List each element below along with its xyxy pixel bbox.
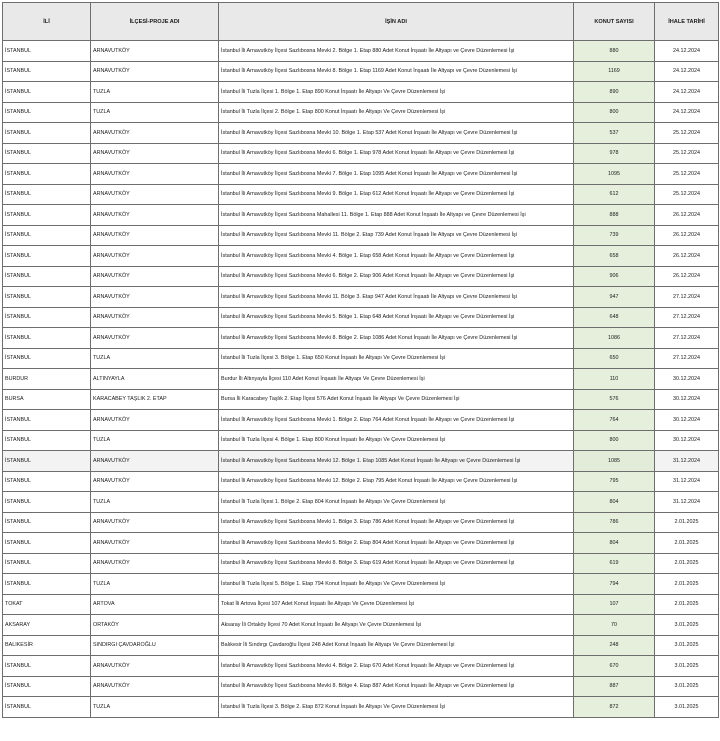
cell-konut-sayisi: 800 [574,102,655,123]
table-row [3,471,719,492]
cell-ihale-tarihi: 25.12.2024 [655,143,719,164]
cell-konut-sayisi: 650 [574,348,655,369]
cell-ilce: ARNAVUTKÖY [91,266,219,287]
cell-il: İSTANBUL [3,41,91,62]
table-row [3,594,719,615]
cell-isin-adi: İstanbul İli Arnavutköy İlçesi Sazlıbosna Mevki 8. Bölge 4. Etap 887 Adet Konut İnşaatı İle Altyapı ve Çevre Düzenlemesi İşi [219,676,574,697]
cell-ihale-tarihi: 25.12.2024 [655,184,719,205]
cell-ilce: ALTINYAYLA [91,369,219,390]
cell-il: BURSA [3,389,91,410]
cell-ilce: ARNAVUTKÖY [91,246,219,267]
cell-ihale-tarihi: 27.12.2024 [655,328,719,349]
cell-ihale-tarihi: 24.12.2024 [655,61,719,82]
table-row [3,369,719,390]
cell-isin-adi: İstanbul İli Tuzla İlçesi 4. Bölge 1. Etap 800 Konut İnşaatı İle Altyapı Ve Çevre Düzenlemesi İşi [219,430,574,451]
cell-il: İSTANBUL [3,266,91,287]
cell-konut-sayisi: 110 [574,369,655,390]
cell-konut-sayisi: 739 [574,225,655,246]
cell-ilce: ARNAVUTKÖY [91,553,219,574]
cell-konut-sayisi: 537 [574,123,655,144]
cell-konut-sayisi: 576 [574,389,655,410]
cell-il: İSTANBUL [3,164,91,185]
cell-isin-adi: İstanbul İli Arnavutköy İlçesi Sazlıbosna Mevki 11. Bölge 2. Etap 739 Adet Konut İnşaatı İle Altyapı ve Çevre Düzenlemesi İşi [219,225,574,246]
cell-ilce: ARNAVUTKÖY [91,41,219,62]
cell-konut-sayisi: 947 [574,287,655,308]
table-row [3,635,719,656]
cell-ilce: ARNAVUTKÖY [91,184,219,205]
cell-ilce: TUZLA [91,102,219,123]
cell-ihale-tarihi: 30.12.2024 [655,389,719,410]
cell-isin-adi: Bursa İli Karacabey Taşlık 2. Etap İlçesi 576 Adet Konut İnşaatı İle Altyapı Ve Çevre Düzenlemesi İşi [219,389,574,410]
cell-ihale-tarihi: 3.01.2025 [655,697,719,718]
header-row [3,3,719,41]
table-row [3,307,719,328]
table-row [3,225,719,246]
cell-ilce: ARNAVUTKÖY [91,512,219,533]
cell-konut-sayisi: 1095 [574,164,655,185]
table-row [3,574,719,595]
cell-konut-sayisi: 248 [574,635,655,656]
cell-ihale-tarihi: 26.12.2024 [655,246,719,267]
cell-il: İSTANBUL [3,287,91,308]
cell-konut-sayisi: 804 [574,533,655,554]
cell-ihale-tarihi: 2.01.2025 [655,594,719,615]
cell-konut-sayisi: 880 [574,41,655,62]
table-row [3,123,719,144]
table-row [3,61,719,82]
table-row [3,553,719,574]
cell-ilce: ARNAVUTKÖY [91,164,219,185]
header-konut-sayisi: KONUT SAYISI [574,3,655,41]
cell-ilce: TUZLA [91,697,219,718]
cell-il: İSTANBUL [3,451,91,472]
table-row [3,676,719,697]
cell-il: İSTANBUL [3,676,91,697]
cell-isin-adi: İstanbul İli Arnavutköy İlçesi Sazlıbosna Mevki 12. Bölge 2. Etap 795 Adet Konut İnşaatı İle Altyapı ve Çevre Düzenlemesi İşi [219,471,574,492]
cell-isin-adi: İstanbul İli Arnavutköy İlçesi Sazlıbosna Mevki 5. Bölge 2. Etap 804 Adet Konut İnşaatı İle Altyapı ve Çevre Düzenlemesi İşi [219,533,574,554]
cell-ilce: KARACABEY TAŞLIK 2. ETAP [91,389,219,410]
cell-il: İSTANBUL [3,143,91,164]
cell-isin-adi: Balıkesir İli Sındırgı Çavdaroğlu İlçesi 248 Adet Konut İnşaatı İle Altyapı Ve Çevre Düzenlemesi İşi [219,635,574,656]
cell-ilce: ARNAVUTKÖY [91,123,219,144]
table-row [3,266,719,287]
cell-il: İSTANBUL [3,123,91,144]
cell-il: İSTANBUL [3,574,91,595]
cell-ihale-tarihi: 3.01.2025 [655,676,719,697]
tender-table [2,2,719,718]
cell-ihale-tarihi: 27.12.2024 [655,307,719,328]
table-row [3,492,719,513]
cell-konut-sayisi: 887 [574,676,655,697]
cell-ihale-tarihi: 24.12.2024 [655,82,719,103]
cell-ihale-tarihi: 30.12.2024 [655,410,719,431]
table-row [3,348,719,369]
cell-il: İSTANBUL [3,102,91,123]
table-row [3,328,719,349]
table-row [3,184,719,205]
cell-ilce: ARNAVUTKÖY [91,676,219,697]
cell-ihale-tarihi: 3.01.2025 [655,656,719,677]
cell-il: İSTANBUL [3,656,91,677]
cell-ihale-tarihi: 27.12.2024 [655,287,719,308]
cell-ihale-tarihi: 24.12.2024 [655,102,719,123]
cell-ilce: TUZLA [91,82,219,103]
cell-isin-adi: İstanbul İli Arnavutköy İlçesi Sazlıbosna Mevki 8. Bölge 2. Etap 1086 Adet Konut İnşaatı İle Altyapı ve Çevre Düzenlemesi İşi [219,328,574,349]
cell-isin-adi: İstanbul İli Arnavutköy İlçesi Sazlıbosna Mevki 8. Bölge 1. Etap 1169 Adet Konut İnşaatı İle Altyapı ve Çevre Düzenlemesi İşi [219,61,574,82]
cell-konut-sayisi: 804 [574,492,655,513]
cell-ilce: ARNAVUTKÖY [91,307,219,328]
cell-ilce: ARNAVUTKÖY [91,61,219,82]
cell-il: AKSARAY [3,615,91,636]
table-row [3,430,719,451]
cell-isin-adi: İstanbul İli Arnavutköy İlçesi Sazlıbosna Mevki 8. Bölge 3. Etap 619 Adet Konut İnşaatı İle Altyapı ve Çevre Düzenlemesi İşi [219,553,574,574]
cell-ilce: TUZLA [91,430,219,451]
cell-ihale-tarihi: 30.12.2024 [655,430,719,451]
cell-ihale-tarihi: 2.01.2025 [655,512,719,533]
cell-ilce: ORTAKÖY [91,615,219,636]
header-ihale-tarihi: İHALE TARİHİ [655,3,719,41]
cell-ilce: ARNAVUTKÖY [91,533,219,554]
cell-konut-sayisi: 794 [574,574,655,595]
cell-il: BURDUR [3,369,91,390]
cell-il: İSTANBUL [3,410,91,431]
cell-isin-adi: İstanbul İli Arnavutköy İlçesi Sazlıbosna Mevki 12. Bölge 1. Etap 1085 Adet Konut İnşaatı İle Altyapı ve Çevre Düzenlemesi İşi [219,451,574,472]
table-row [3,246,719,267]
cell-isin-adi: İstanbul İli Arnavutköy İlçesi Sazlıbosna Mevki 9. Bölge 1. Etap 612 Adet Konut İnşaatı İle Altyapı ve Çevre Düzenlemesi İşi [219,184,574,205]
table-row [3,389,719,410]
cell-konut-sayisi: 1085 [574,451,655,472]
table-row [3,656,719,677]
cell-isin-adi: İstanbul İli Arnavutköy İlçesi Sazlıbosna Mevki 10. Bölge 1. Etap 537 Adet Konut İnşaatı İle Altyapı ve Çevre Düzenlemesi İşi [219,123,574,144]
cell-ilce: ARNAVUTKÖY [91,471,219,492]
cell-ihale-tarihi: 2.01.2025 [655,533,719,554]
table-row [3,82,719,103]
table-row [3,205,719,226]
cell-ihale-tarihi: 31.12.2024 [655,471,719,492]
table-row [3,287,719,308]
cell-isin-adi: İstanbul İli Tuzla İlçesi 3. Bölge 1. Etap 650 Konut İnşaatı İle Altyapı Ve Çevre Düzenlemesi İşi [219,348,574,369]
cell-ilce: ARNAVUTKÖY [91,143,219,164]
table-row [3,615,719,636]
cell-ilce: ARNAVUTKÖY [91,328,219,349]
cell-ihale-tarihi: 31.12.2024 [655,451,719,472]
table-row [3,164,719,185]
cell-isin-adi: İstanbul İli Tuzla İlçesi 2. Bölge 1. Etap 800 Konut İnşaatı İle Altyapı Ve Çevre Düzenlemesi İşi [219,102,574,123]
table-row [3,451,719,472]
cell-ilce: ARNAVUTKÖY [91,287,219,308]
cell-ilce: ARTOVA [91,594,219,615]
cell-ihale-tarihi: 2.01.2025 [655,553,719,574]
cell-il: İSTANBUL [3,348,91,369]
cell-isin-adi: İstanbul İli Arnavutköy İlçesi Sazlıbosna Mevki 4. Bölge 1. Etap 658 Adet Konut İnşaatı İle Altyapı ve Çevre Düzenlemesi İşi [219,246,574,267]
cell-konut-sayisi: 890 [574,82,655,103]
cell-ilce: ARNAVUTKÖY [91,205,219,226]
cell-il: İSTANBUL [3,307,91,328]
cell-isin-adi: İstanbul İli Tuzla İlçesi 5. Bölge 1. Etap 794 Konut İnşaatı İle Altyapı Ve Çevre Düzenlemesi İşi [219,574,574,595]
cell-ihale-tarihi: 31.12.2024 [655,492,719,513]
cell-isin-adi: İstanbul İli Arnavutköy İlçesi Sazlıbosna Mevki 6. Bölge 2. Etap 906 Adet Konut İnşaatı İle Altyapı ve Çevre Düzenlemesi İşi [219,266,574,287]
cell-isin-adi: İstanbul İli Arnavutköy İlçesi Sazlıbosna Mevki 7. Bölge 1. Etap 1095 Adet Konut İnşaatı İle Altyapı ve Çevre Düzenlemesi İşi [219,164,574,185]
cell-isin-adi: İstanbul İli Tuzla İlçesi 1. Bölge 2. Etap 804 Konut İnşaatı İle Altyapı Ve Çevre Düzenlemesi İşi [219,492,574,513]
cell-il: BALIKESİR [3,635,91,656]
table-row [3,102,719,123]
cell-konut-sayisi: 795 [574,471,655,492]
cell-ihale-tarihi: 2.01.2025 [655,574,719,595]
header-isin-adi: İŞİN ADI [219,3,574,41]
cell-il: İSTANBUL [3,328,91,349]
cell-ilce: ARNAVUTKÖY [91,656,219,677]
cell-isin-adi: İstanbul İli Arnavutköy İlçesi Sazlıbosna Mevki 11. Bölge 3. Etap 947 Adet Konut İnşaatı İle Altyapı ve Çevre Düzenlemesi İşi [219,287,574,308]
cell-ihale-tarihi: 3.01.2025 [655,635,719,656]
cell-isin-adi: Tokat İli Artova İlçesi 107 Adet Konut İnşaatı İle Altyapı Ve Çevre Düzenlemesi İşi [219,594,574,615]
cell-isin-adi: İstanbul İli Arnavutköy İlçesi Sazlıbosna Mevki 5. Bölge 1. Etap 648 Adet Konut İnşaatı İle Altyapı ve Çevre Düzenlemesi İşi [219,307,574,328]
cell-ilce: SINDIRGI ÇAVDAROĞLU [91,635,219,656]
header-ilce: İLÇESİ-PROJE ADI [91,3,219,41]
cell-ilce: TUZLA [91,492,219,513]
cell-konut-sayisi: 800 [574,430,655,451]
cell-konut-sayisi: 1169 [574,61,655,82]
cell-il: İSTANBUL [3,512,91,533]
cell-il: İSTANBUL [3,82,91,103]
cell-il: İSTANBUL [3,471,91,492]
cell-il: İSTANBUL [3,492,91,513]
cell-il: İSTANBUL [3,184,91,205]
cell-konut-sayisi: 764 [574,410,655,431]
cell-isin-adi: İstanbul İli Tuzla İlçesi 3. Bölge 2. Etap 872 Konut İnşaatı İle Altyapı Ve Çevre Düzenlemesi İşi [219,697,574,718]
cell-isin-adi: İstanbul İli Arnavutköy İlçesi Sazlıbosna Mevki 4. Bölge 2. Etap 670 Adet Konut İnşaatı İle Altyapı ve Çevre Düzenlemesi İşi [219,656,574,677]
table-row [3,143,719,164]
cell-ilce: ARNAVUTKÖY [91,451,219,472]
cell-konut-sayisi: 619 [574,553,655,574]
header-il: İLİ [3,3,91,41]
cell-konut-sayisi: 670 [574,656,655,677]
cell-ihale-tarihi: 25.12.2024 [655,164,719,185]
cell-ihale-tarihi: 25.12.2024 [655,123,719,144]
cell-il: İSTANBUL [3,205,91,226]
cell-il: İSTANBUL [3,430,91,451]
cell-ilce: ARNAVUTKÖY [91,225,219,246]
cell-konut-sayisi: 906 [574,266,655,287]
cell-ihale-tarihi: 3.01.2025 [655,615,719,636]
cell-ihale-tarihi: 26.12.2024 [655,225,719,246]
cell-konut-sayisi: 978 [574,143,655,164]
table-row [3,410,719,431]
cell-ilce: TUZLA [91,574,219,595]
cell-isin-adi: İstanbul İli Arnavutköy İlçesi Sazlıbosna Mevki 1. Bölge 2. Etap 764 Adet Konut İnşaatı İle Altyapı ve Çevre Düzenlemesi İşi [219,410,574,431]
cell-konut-sayisi: 658 [574,246,655,267]
table-row [3,697,719,718]
cell-ihale-tarihi: 26.12.2024 [655,205,719,226]
table-row [3,41,719,62]
cell-ilce: TUZLA [91,348,219,369]
cell-konut-sayisi: 888 [574,205,655,226]
cell-konut-sayisi: 786 [574,512,655,533]
cell-konut-sayisi: 107 [574,594,655,615]
cell-konut-sayisi: 70 [574,615,655,636]
cell-il: TOKAT [3,594,91,615]
cell-ilce: ARNAVUTKÖY [91,410,219,431]
cell-il: İSTANBUL [3,553,91,574]
cell-isin-adi: İstanbul İli Arnavutköy İlçesi Sazlıbosna Mevki 6. Bölge 1. Etap 978 Adet Konut İnşaatı İle Altyapı ve Çevre Düzenlemesi İşi [219,143,574,164]
cell-isin-adi: Aksaray İli Ortaköy İlçesi 70 Adet Konut İnşaatı İle Altyapı Ve Çevre Düzenlemesi İşi [219,615,574,636]
cell-isin-adi: İstanbul İli Tuzla İlçesi 1. Bölge 1. Etap 890 Konut İnşaatı İle Altyapı Ve Çevre Düzenlemesi İşi [219,82,574,103]
cell-isin-adi: İstanbul İli Arnavutköy İlçesi Sazlıbosna Mevki 1. Bölge 3. Etap 786 Adet Konut İnşaatı İle Altyapı ve Çevre Düzenlemesi İşi [219,512,574,533]
cell-ihale-tarihi: 27.12.2024 [655,348,719,369]
cell-konut-sayisi: 612 [574,184,655,205]
cell-isin-adi: İstanbul İli Arnavutköy İlçesi Sazlıbosna Mahallesi 11. Bölge 1. Etap 888 Adet Konut İnşaatı İle Altyapı ve Çevre Düzenlemesi İşi [219,205,574,226]
table-row [3,533,719,554]
table-row [3,512,719,533]
cell-il: İSTANBUL [3,225,91,246]
cell-ihale-tarihi: 30.12.2024 [655,369,719,390]
cell-konut-sayisi: 1086 [574,328,655,349]
cell-il: İSTANBUL [3,61,91,82]
cell-ihale-tarihi: 26.12.2024 [655,266,719,287]
cell-konut-sayisi: 648 [574,307,655,328]
cell-konut-sayisi: 872 [574,697,655,718]
cell-il: İSTANBUL [3,246,91,267]
cell-il: İSTANBUL [3,697,91,718]
cell-ihale-tarihi: 24.12.2024 [655,41,719,62]
cell-isin-adi: İstanbul İli Arnavutköy İlçesi Sazlıbosna Mevki 2. Bölge 1. Etap 880 Adet Konut İnşaatı İle Altyapı ve Çevre Düzenlemesi İşi [219,41,574,62]
cell-il: İSTANBUL [3,533,91,554]
cell-isin-adi: Burdur İli Altınyayla İlçesi 110 Adet Konut İnşaatı İle Altyapı Ve Çevre Düzenlemesi İşi [219,369,574,390]
